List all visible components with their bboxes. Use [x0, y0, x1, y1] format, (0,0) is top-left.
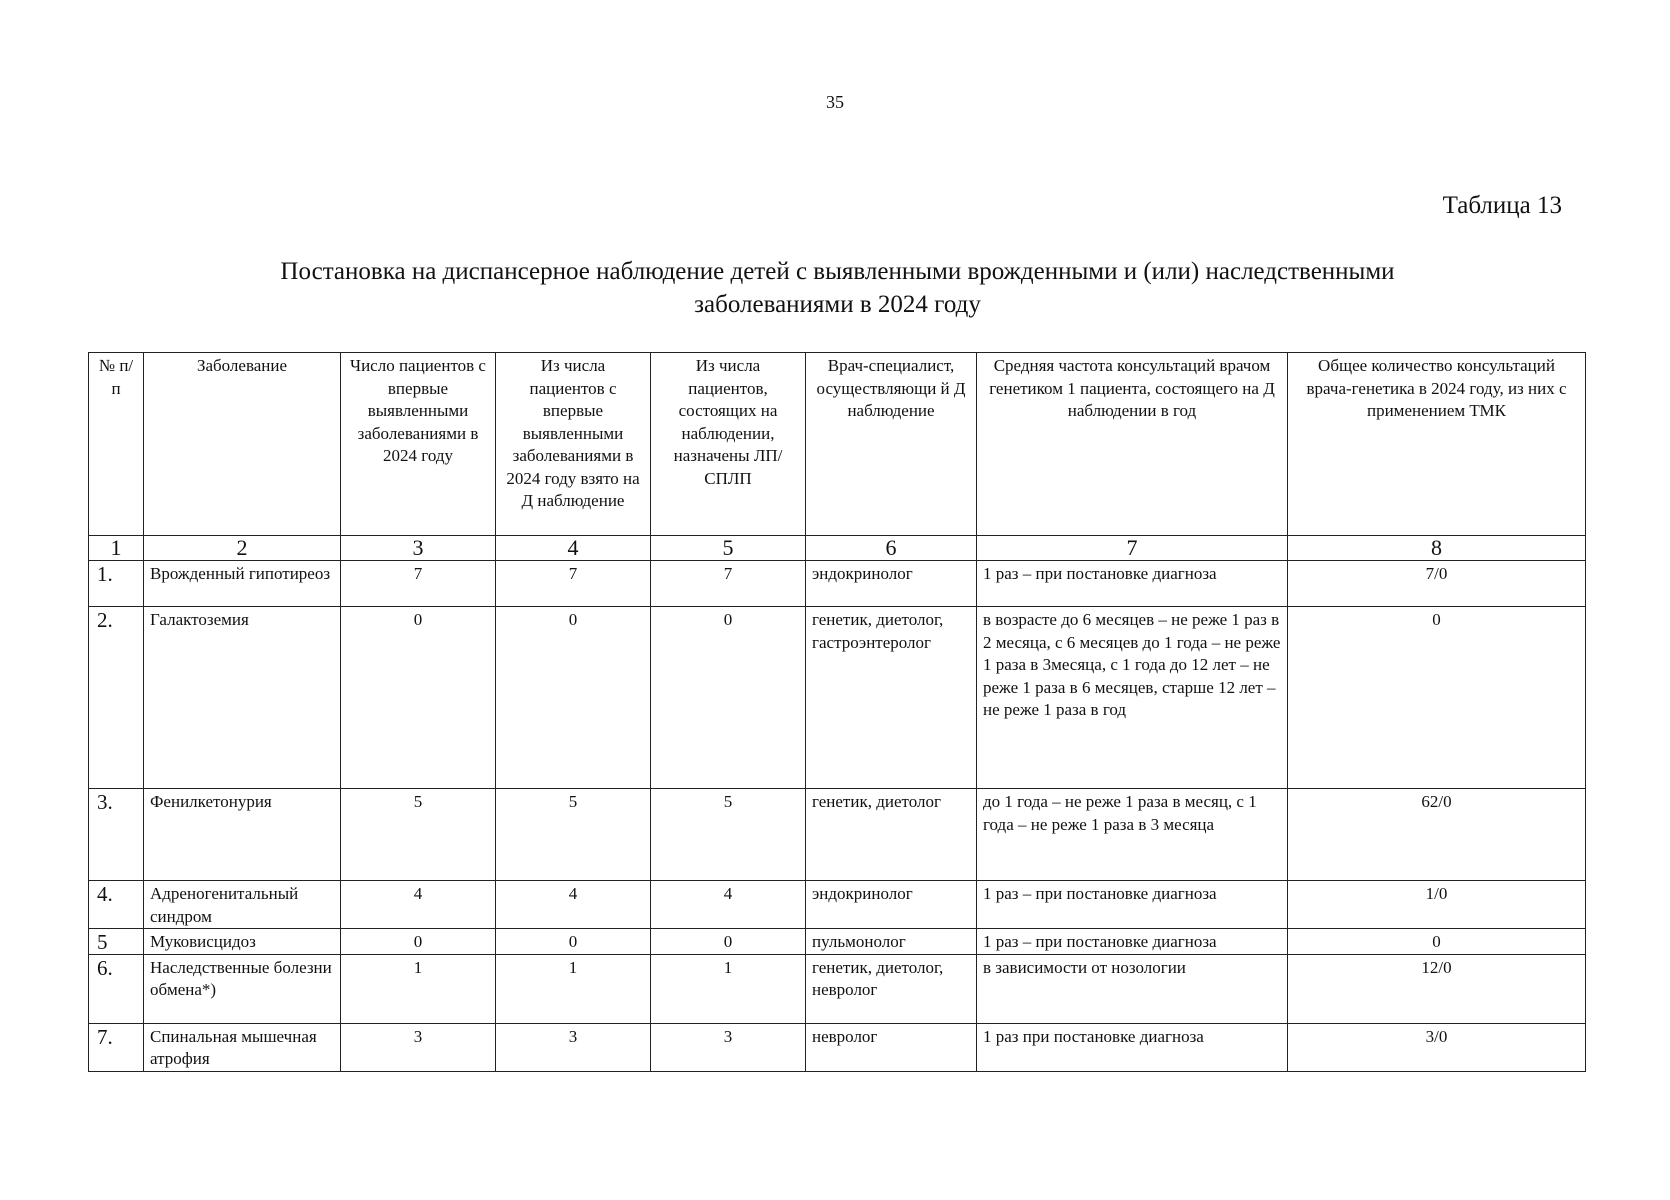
new-patients-cell: 7 — [341, 561, 496, 607]
doctor-cell: генетик, диетолог, гастроэнтеролог — [806, 607, 977, 789]
total-consultations-cell: 0 — [1288, 929, 1586, 955]
column-number-cell: 3 — [341, 536, 496, 561]
header-cell: Общее количество консультаций врача-генетика в 2024 году, из них с применением ТМК — [1288, 353, 1586, 536]
total-consultations-cell: 12/0 — [1288, 954, 1586, 1023]
disease-cell: Спинальная мышечная атрофия — [144, 1023, 341, 1071]
column-number-cell: 4 — [496, 536, 651, 561]
new-patients-cell: 0 — [341, 929, 496, 955]
column-number-cell: 8 — [1288, 536, 1586, 561]
frequency-cell: 1 раз – при постановке диагноза — [977, 881, 1288, 929]
new-patients-cell: 3 — [341, 1023, 496, 1071]
doctor-cell: эндокринолог — [806, 561, 977, 607]
frequency-cell: 1 раз – при постановке диагноза — [977, 561, 1288, 607]
d-observation-cell: 1 — [496, 954, 651, 1023]
medication-cell: 0 — [651, 607, 806, 789]
table-row — [89, 954, 1586, 1023]
row-number-cell: 6. — [89, 954, 144, 1023]
table-row — [89, 1023, 1586, 1071]
total-consultations-cell: 3/0 — [1288, 1023, 1586, 1071]
row-number-cell: 4. — [89, 881, 144, 929]
row-number-cell: 5 — [89, 929, 144, 955]
document-title — [230, 255, 1445, 321]
table-row — [89, 561, 1586, 607]
column-number-row — [89, 536, 1586, 561]
row-number-cell: 1. — [89, 561, 144, 607]
table-row — [89, 607, 1586, 789]
disease-cell: Врожденный гипотиреоз — [144, 561, 341, 607]
doctor-cell: невролог — [806, 1023, 977, 1071]
medication-cell: 3 — [651, 1023, 806, 1071]
medication-cell: 1 — [651, 954, 806, 1023]
total-consultations-cell: 7/0 — [1288, 561, 1586, 607]
frequency-cell: 1 раз при постановке диагноза — [977, 1023, 1288, 1071]
disease-cell: Адреногенитальный синдром — [144, 881, 341, 929]
medication-cell: 4 — [651, 881, 806, 929]
header-cell: Заболевание — [144, 353, 341, 536]
total-consultations-cell: 62/0 — [1288, 789, 1586, 881]
total-consultations-cell: 1/0 — [1288, 881, 1586, 929]
table-label: Таблица 13 — [1442, 192, 1562, 219]
header-cell: Число пациентов с впервые выявленными заболеваниями в 2024 году — [341, 353, 496, 536]
frequency-cell: в возрасте до 6 месяцев – не реже 1 раз в 2 месяца, с 6 месяцев до 1 года – не реже 1 раза в 3месяца, с 1 года до 12 лет – не реже 1 раза в 6 месяцев, старше 12 лет – не реже 1 раза в год — [977, 607, 1288, 789]
disease-cell: Галактоземия — [144, 607, 341, 789]
table-header-row — [89, 353, 1586, 536]
page-number: 35 — [826, 92, 844, 112]
header-cell: Врач-специалист, осуществляющи й Д наблюдение — [806, 353, 977, 536]
header-cell: Из числа пациентов, состоящих на наблюдении, назначены ЛП/ СПЛП — [651, 353, 806, 536]
row-number-cell: 2. — [89, 607, 144, 789]
table-row — [89, 929, 1586, 955]
header-cell: № п/п — [89, 353, 144, 536]
medication-cell: 0 — [651, 929, 806, 955]
table-row — [89, 789, 1586, 881]
new-patients-cell: 0 — [341, 607, 496, 789]
total-consultations-cell: 0 — [1288, 607, 1586, 789]
disease-cell: Фенилкетонурия — [144, 789, 341, 881]
new-patients-cell: 5 — [341, 789, 496, 881]
frequency-cell: до 1 года – не реже 1 раза в месяц, с 1 года – не реже 1 раза в 3 месяца — [977, 789, 1288, 881]
new-patients-cell: 4 — [341, 881, 496, 929]
column-number-cell: 7 — [977, 536, 1288, 561]
doctor-cell: генетик, диетолог — [806, 789, 977, 881]
document-title-line-1: Постановка на диспансерное наблюдение детей с выявленными врожденными и (или) наследственными — [280, 258, 1395, 285]
doctor-cell: пульмонолог — [806, 929, 977, 955]
medication-cell: 5 — [651, 789, 806, 881]
disease-cell: Муковисцидоз — [144, 929, 341, 955]
medication-cell: 7 — [651, 561, 806, 607]
observation-table — [88, 352, 1586, 1072]
d-observation-cell: 0 — [496, 929, 651, 955]
d-observation-cell: 3 — [496, 1023, 651, 1071]
frequency-cell: 1 раз – при постановке диагноза — [977, 929, 1288, 955]
column-number-cell: 1 — [89, 536, 144, 561]
column-number-cell: 5 — [651, 536, 806, 561]
d-observation-cell: 4 — [496, 881, 651, 929]
header-cell: Средняя частота консультаций врачом генетиком 1 пациента, состоящего на Д наблюдении в год — [977, 353, 1288, 536]
row-number-cell: 7. — [89, 1023, 144, 1071]
frequency-cell: в зависимости от нозологии — [977, 954, 1288, 1023]
doctor-cell: эндокринолог — [806, 881, 977, 929]
document-title-line-2: заболеваниями в 2024 году — [694, 291, 981, 318]
new-patients-cell: 1 — [341, 954, 496, 1023]
table-row — [89, 881, 1586, 929]
disease-cell: Наследственные болезни обмена*) — [144, 954, 341, 1023]
d-observation-cell: 7 — [496, 561, 651, 607]
d-observation-cell: 5 — [496, 789, 651, 881]
row-number-cell: 3. — [89, 789, 144, 881]
d-observation-cell: 0 — [496, 607, 651, 789]
column-number-cell: 2 — [144, 536, 341, 561]
column-number-cell: 6 — [806, 536, 977, 561]
doctor-cell: генетик, диетолог, невролог — [806, 954, 977, 1023]
header-cell: Из числа пациентов с впервые выявленными заболеваниями в 2024 году взято на Д наблюдение — [496, 353, 651, 536]
